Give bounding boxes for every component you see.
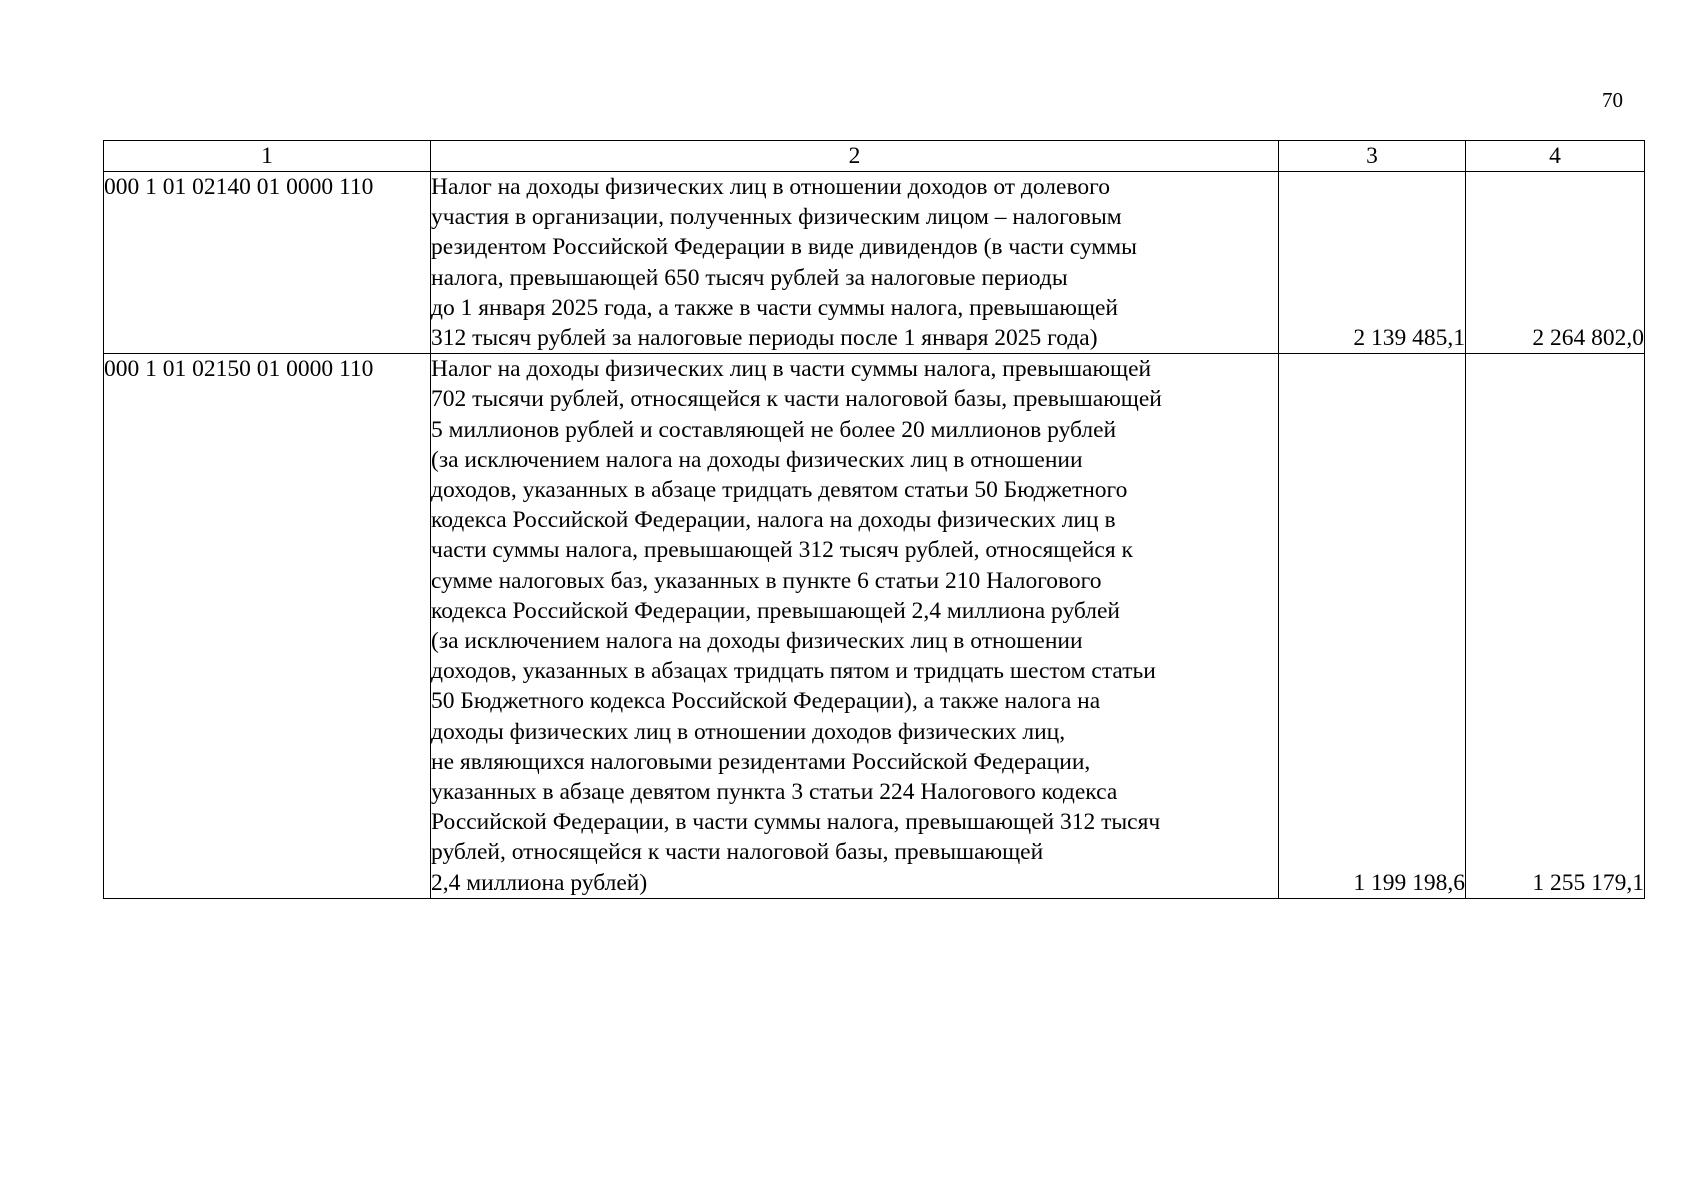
description-line: кодекса Российской Федерации, налога на доходы физических лиц в bbox=[431, 507, 1116, 534]
header-column-2: 2 bbox=[431, 141, 1279, 172]
description-line: доходов, указанных в абзацах тридцать пятом и тридцать шестом статьи bbox=[431, 658, 1156, 685]
description-line: кодекса Российской Федерации, превышающей 2,4 миллиона рублей bbox=[431, 597, 1121, 624]
budget-revenue-table bbox=[103, 140, 1645, 899]
budget-classification-code: 000 1 01 02150 01 0000 110 bbox=[104, 354, 431, 899]
page-number: 70 bbox=[1602, 88, 1623, 112]
amount-column-4: 1 255 179,1 bbox=[1466, 354, 1645, 899]
description-line: доходов, указанных в абзаце тридцать девятом статьи 50 Бюджетного bbox=[431, 477, 1128, 504]
table-header-row bbox=[104, 141, 1645, 172]
description-line: Налог на доходы физических лиц в отношении доходов от долевого bbox=[431, 174, 1110, 200]
amount-column-3: 1 199 198,6 bbox=[1279, 354, 1466, 899]
table-row bbox=[104, 172, 1645, 354]
description-line: (за исключением налога на доходы физических лиц в отношении bbox=[431, 446, 1083, 473]
description-line: резидентом Российской Федерации в виде дивидендов (в части суммы bbox=[431, 234, 1137, 261]
budget-classification-code: 000 1 01 02140 01 0000 110 bbox=[104, 172, 431, 354]
description-line: (за исключением налога на доходы физических лиц в отношении bbox=[431, 628, 1083, 655]
header-column-1: 1 bbox=[104, 141, 431, 172]
header-column-4: 4 bbox=[1466, 141, 1645, 172]
revenue-description bbox=[431, 172, 1279, 354]
description-line: Налог на доходы физических лиц в части суммы налога, превышающей bbox=[431, 356, 1152, 383]
description-line: не являющихся налоговыми резидентами Российской Федерации, bbox=[431, 748, 1091, 775]
description-line: Российской Федерации, в части суммы налога, превышающей 312 тысяч bbox=[431, 809, 1161, 836]
description-line: до 1 января 2025 года, а также в части суммы налога, превышающей bbox=[431, 294, 1118, 321]
description-line: налога, превышающей 650 тысяч рублей за налоговые периоды bbox=[431, 264, 1068, 291]
revenue-description bbox=[431, 354, 1279, 899]
description-line: указанных в абзаце девятом пункта 3 статьи 224 Налогового кодекса bbox=[431, 779, 1118, 806]
table-row bbox=[104, 354, 1645, 899]
description-line: 5 миллионов рублей и составляющей не более 20 миллионов рублей bbox=[431, 416, 1117, 443]
description-line: рублей, относящейся к части налоговой базы, превышающей bbox=[431, 839, 1044, 866]
description-line: участия в организации, полученных физическим лицом – налоговым bbox=[431, 204, 1122, 231]
description-line: 702 тысячи рублей, относящейся к части налоговой базы, превышающей bbox=[431, 386, 1162, 413]
description-line: части суммы налога, превышающей 312 тысяч рублей, относящейся к bbox=[431, 537, 1133, 564]
description-line: 2,4 миллиона рублей) bbox=[431, 869, 648, 896]
description-line: сумме налоговых баз, указанных в пункте 6 статьи 210 Налогового bbox=[431, 567, 1102, 594]
description-line: доходы физических лиц в отношении доходов физических лиц, bbox=[431, 718, 1066, 745]
amount-column-3: 2 139 485,1 bbox=[1279, 172, 1466, 354]
amount-column-4: 2 264 802,0 bbox=[1466, 172, 1645, 354]
description-line: 50 Бюджетного кодекса Российской Федерации), а также налога на bbox=[431, 688, 1101, 715]
header-column-3: 3 bbox=[1279, 141, 1466, 172]
description-line: 312 тысяч рублей за налоговые периоды после 1 января 2025 года) bbox=[431, 325, 1098, 352]
